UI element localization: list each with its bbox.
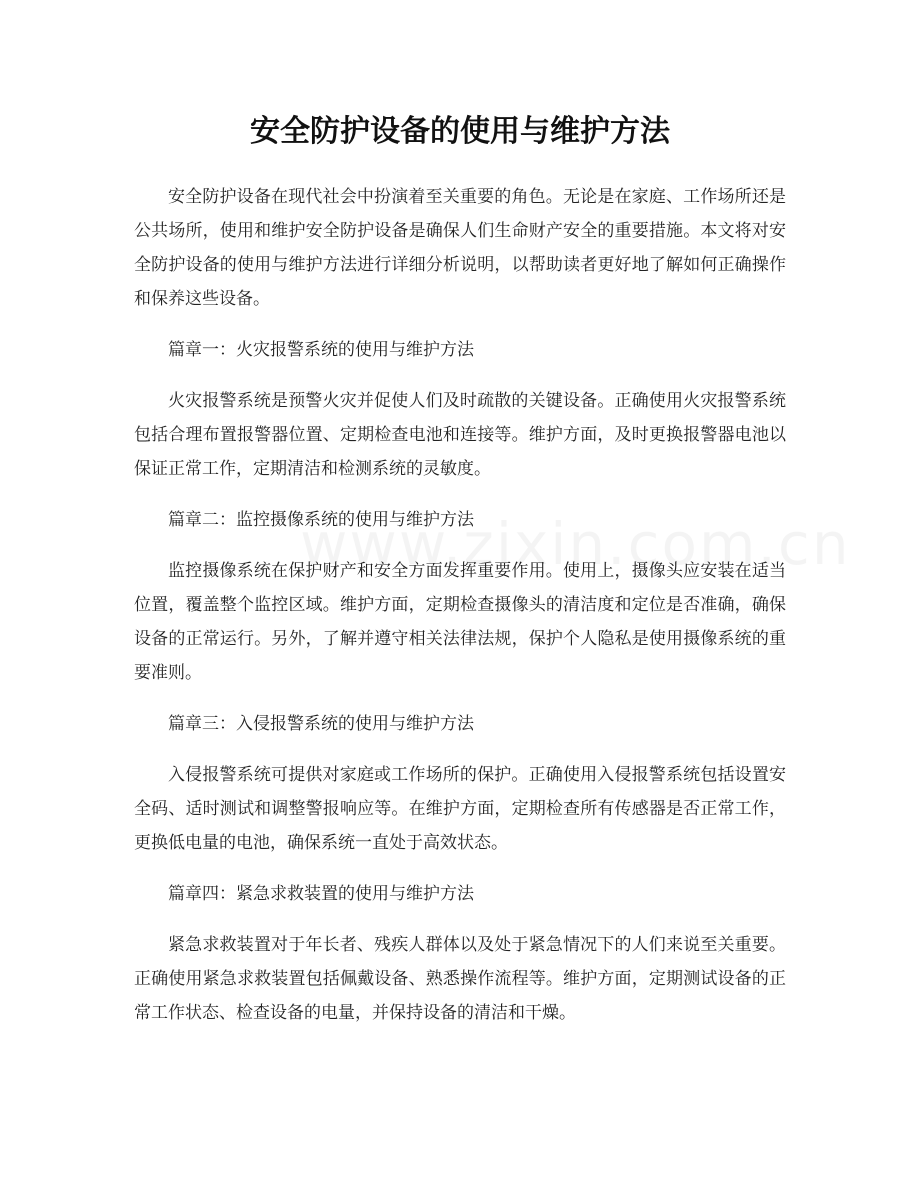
section-paragraph-4: 紧急求救装置对于年长者、残疾人群体以及处于紧急情况下的人们来说至关重要。正确使用紧急求救装置包括佩戴设备、熟悉操作流程等。维护方面，定期测试设备的正常工作状态、检查设备的电量，并保持设备的清洁和干燥。	[134, 935, 786, 1023]
section-paragraph-2: 监控摄像系统在保护财产和安全方面发挥重要作用。使用上，摄像头应安装在适当位置，覆盖整个监控区域。维护方面，定期检查摄像头的清洁度和定位是否准确，确保设备的正常运行。另外，了解并遵守相关法律法规，保护个人隐私是使用摄像系统的重要准则。	[134, 561, 786, 683]
section-heading-2: 篇章二：监控摄像系统的使用与维护方法	[168, 510, 474, 530]
section-heading-1: 篇章一：火灾报警系统的使用与维护方法	[168, 340, 474, 360]
section-paragraph-3: 入侵报警系统可提供对家庭或工作场所的保护。正确使用入侵报警系统包括设置安全码、适时测试和调整警报响应等。在维护方面，定期检查所有传感器是否正常工作，更换低电量的电池，确保系统一直处于高效状态。	[134, 765, 786, 853]
document-title: 安全防护设备的使用与维护方法	[250, 114, 670, 149]
document-body	[134, 180, 786, 1047]
section-heading-4: 篇章四：紧急求救装置的使用与维护方法	[168, 884, 474, 904]
intro-paragraph: 安全防护设备在现代社会中扮演着至关重要的角色。无论是在家庭、工作场所还是公共场所，使用和维护安全防护设备是确保人们生命财产安全的重要措施。本文将对安全防护设备的使用与维护方法进行详细分析说明，以帮助读者更好地了解如何正确操作和保养这些设备。	[134, 187, 786, 309]
section-paragraph-1: 火灾报警系统是预警火灾并促使人们及时疏散的关键设备。正确使用火灾报警系统包括合理布置报警器位置、定期检查电池和连接等。维护方面，及时更换报警器电池以保证正常工作，定期清洁和检测系统的灵敏度。	[134, 391, 786, 479]
section-heading-3: 篇章三：入侵报警系统的使用与维护方法	[168, 714, 474, 734]
